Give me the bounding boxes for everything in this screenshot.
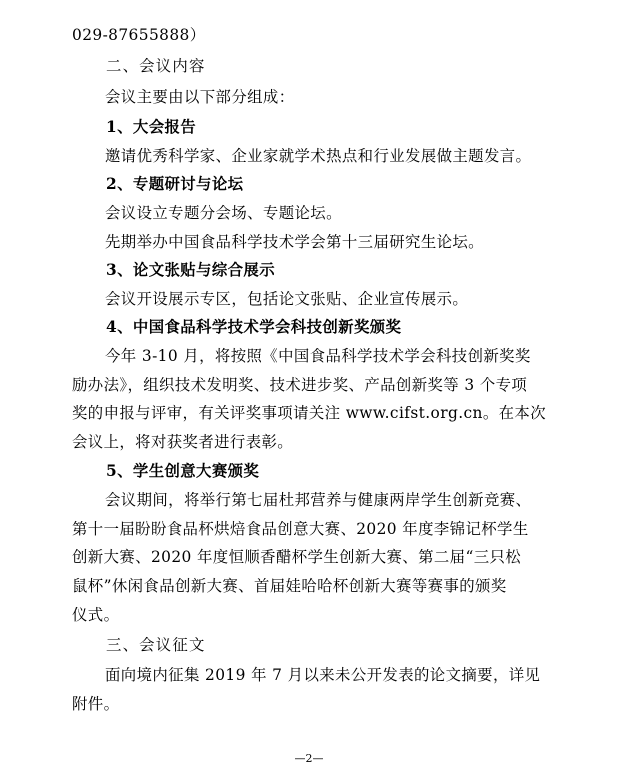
- page-number: —2—: [294, 752, 324, 765]
- paragraph-contest-line-2: 第十一届盼盼食品杯烘焙食品创意大赛、2020 年度李锦记杯学生: [72, 520, 529, 538]
- subheading-innovation-award: 4、中国食品科学技术学会科技创新奖颁奖: [106, 318, 402, 336]
- paragraph-award-line-4: 会议上，将对获奖者进行表彰。: [72, 433, 294, 451]
- paragraph-intro: 会议主要由以下部分组成：: [105, 88, 295, 106]
- paragraph-papers-line-1: 面向境内征集 2019 年 7 月以来未公开发表的论文摘要，详见: [105, 666, 541, 684]
- paragraph-award-line-3: 奖的申报与评审，有关评奖事项请关注 www.cifst.org.cn。在本次: [72, 404, 546, 422]
- subheading-plenary: 1、大会报告: [106, 118, 197, 136]
- paragraph-contest-line-5: 仪式。: [72, 606, 120, 624]
- paragraph-contest-line-1: 会议期间，将举行第七届杜邦营养与健康两岸学生创新竞赛、: [105, 491, 532, 509]
- subheading-student-contest: 5、学生创意大赛颁奖: [106, 462, 260, 480]
- contact-phone-line: 029-87655888）: [72, 26, 206, 44]
- paragraph-plenary: 邀请优秀科学家、企业家就学术热点和行业发展做主题发言。: [105, 147, 532, 165]
- paragraph-poster: 会议开设展示专区，包括论文张贴、企业宣传展示。: [105, 290, 469, 308]
- paragraph-award-line-1: 今年 3-10 月，将按照《中国食品科学技术学会科技创新奖奖: [105, 347, 531, 365]
- paragraph-contest-line-4: 鼠杯”休闲食品创新大赛、首届娃哈哈杯创新大赛等赛事的颁奖: [72, 577, 507, 595]
- section-heading-content: 二、会议内容: [106, 57, 206, 75]
- paragraph-symposium-a: 会议设立专题分会场、专题论坛。: [105, 204, 342, 222]
- subheading-symposium: 2、专题研讨与论坛: [106, 175, 244, 193]
- paragraph-symposium-b: 先期举办中国食品科学技术学会第十三届研究生论坛。: [105, 233, 484, 251]
- section-heading-papers: 三、会议征文: [106, 636, 206, 654]
- paragraph-papers-line-2: 附件。: [72, 695, 120, 713]
- paragraph-contest-line-3: 创新大赛、2020 年度恒顺香醋杯学生创新大赛、第二届“三只松: [72, 548, 522, 566]
- paragraph-award-line-2: 励办法》，组织技术发明奖、技术进步奖、产品创新奖等 3 个专项: [72, 376, 528, 394]
- subheading-poster: 3、论文张贴与综合展示: [106, 261, 276, 279]
